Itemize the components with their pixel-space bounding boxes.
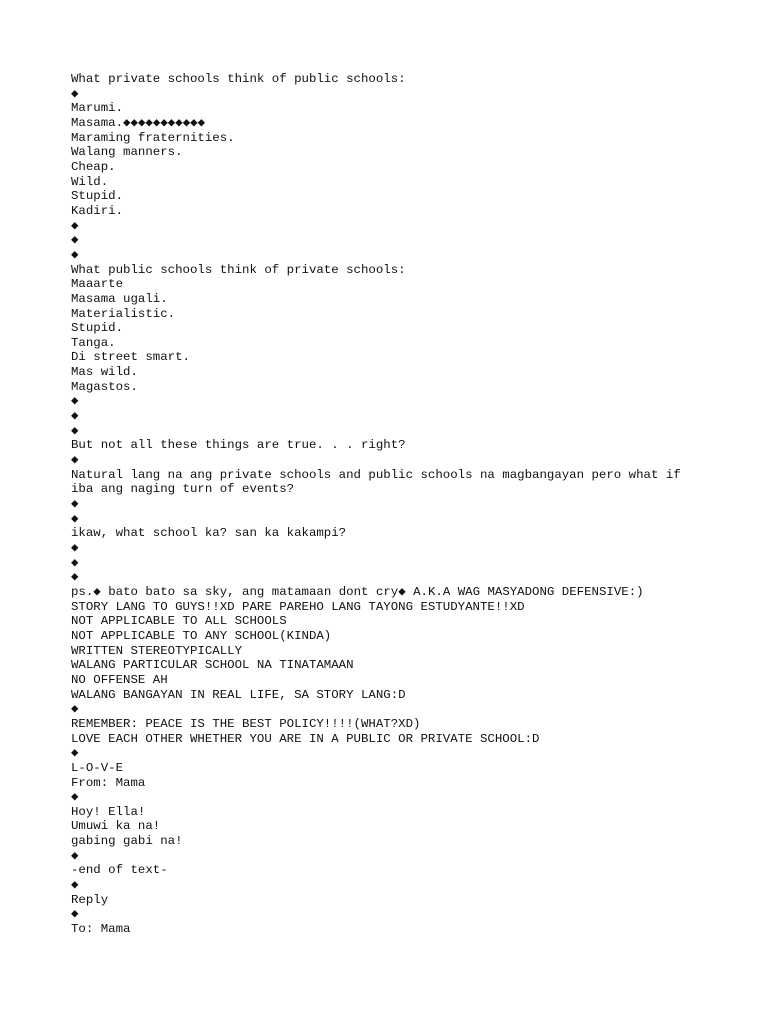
text-line: ◆: [71, 907, 79, 922]
text-line: ◆: [71, 570, 79, 585]
text-line: Cheap.: [71, 159, 116, 174]
text-line: ps.◆ bato bato sa sky, ang matamaan dont cry◆ A.K.A WAG MASYADONG DEFENSIVE:): [71, 584, 644, 599]
text-line: ◆: [71, 541, 79, 555]
text-line: STORY LANG TO GUYS!!XD PARE PAREHO LANG TAYONG ESTUDYANTE!!XD: [71, 599, 525, 614]
text-line: Masama ugali.: [71, 291, 168, 306]
text-line: ikaw, what school ka? san ka kakampi?: [71, 526, 347, 541]
text-line: WRITTEN STEREOTYPICALLY: [71, 643, 243, 658]
text-line: ◆: [71, 702, 79, 717]
text-line: Maraming fraternities.: [71, 130, 235, 145]
text-line: Magastos.: [71, 379, 138, 394]
text-line: Mas wild.: [71, 365, 138, 380]
text-line: iba ang naging turn of events?: [71, 482, 295, 497]
text-line: Marumi.: [71, 101, 124, 116]
text-line: To: Mama: [71, 922, 131, 937]
text-line: Stupid.: [71, 189, 124, 204]
text-line: ◆: [71, 409, 79, 424]
text-line: ◆: [71, 86, 79, 101]
text-line: Walang manners.: [71, 145, 183, 160]
text-line: NOT APPLICABLE TO ANY SCHOOL(KINDA): [71, 628, 332, 643]
text-line: Stupid.: [71, 321, 124, 336]
text-line: Di street smart.: [71, 350, 190, 365]
text-line: Natural lang na ang private schools and public schools na magbangayan pero what if: [71, 467, 681, 482]
text-line: ◆: [71, 247, 79, 262]
text-line: ◆: [71, 511, 79, 526]
text-line: ◆: [71, 394, 79, 409]
text-line: Reply: [71, 892, 109, 907]
text-line: Kadiri.: [71, 203, 124, 218]
text-line: Maaarte: [71, 277, 124, 292]
text-line: ◆: [71, 497, 79, 512]
text-line: REMEMBER: PEACE IS THE BEST POLICY!!!!(WHAT?XD): [71, 716, 421, 731]
text-line: ◆: [71, 233, 79, 248]
document-page: [71, 72, 711, 937]
text-line: ◆: [71, 878, 79, 893]
text-line: LOVE EACH OTHER WHETHER YOU ARE IN A PUBLIC OR PRIVATE SCHOOL:D: [71, 731, 540, 746]
text-line: Materialistic.: [71, 306, 176, 321]
text-line: Masama.◆◆◆◆◆◆◆◆◆◆◆: [71, 115, 206, 130]
text-line: What public schools think of private schools:: [71, 262, 406, 277]
text-line: ◆: [71, 790, 79, 805]
text-line: NO OFFENSE AH: [71, 672, 168, 687]
text-line: ◆: [71, 218, 79, 233]
text-line: WALANG BANGAYAN IN REAL LIFE, SA STORY LANG:D: [71, 687, 406, 702]
text-line: ◆: [71, 453, 79, 468]
text-line: ◆: [71, 746, 79, 761]
text-line: Umuwi ka na!: [71, 819, 161, 834]
text-line: gabing gabi na!: [71, 834, 183, 849]
text-line: WALANG PARTICULAR SCHOOL NA TINATAMAAN: [71, 658, 354, 673]
text-line: Wild.: [71, 174, 109, 189]
text-line: L-O-V-E: [71, 760, 124, 775]
text-line: -end of text-: [71, 863, 168, 878]
text-line: What private schools think of public schools:: [71, 72, 406, 86]
text-line: Tanga.: [71, 335, 116, 350]
text-line: From: Mama: [71, 775, 146, 790]
text-line: ◆: [71, 848, 79, 863]
text-line: Hoy! Ella!: [71, 804, 146, 819]
text-line: NOT APPLICABLE TO ALL SCHOOLS: [71, 614, 287, 629]
text-line: ◆: [71, 423, 79, 438]
text-line: But not all these things are true. . . right?: [71, 438, 406, 453]
text-line: ◆: [71, 555, 79, 570]
